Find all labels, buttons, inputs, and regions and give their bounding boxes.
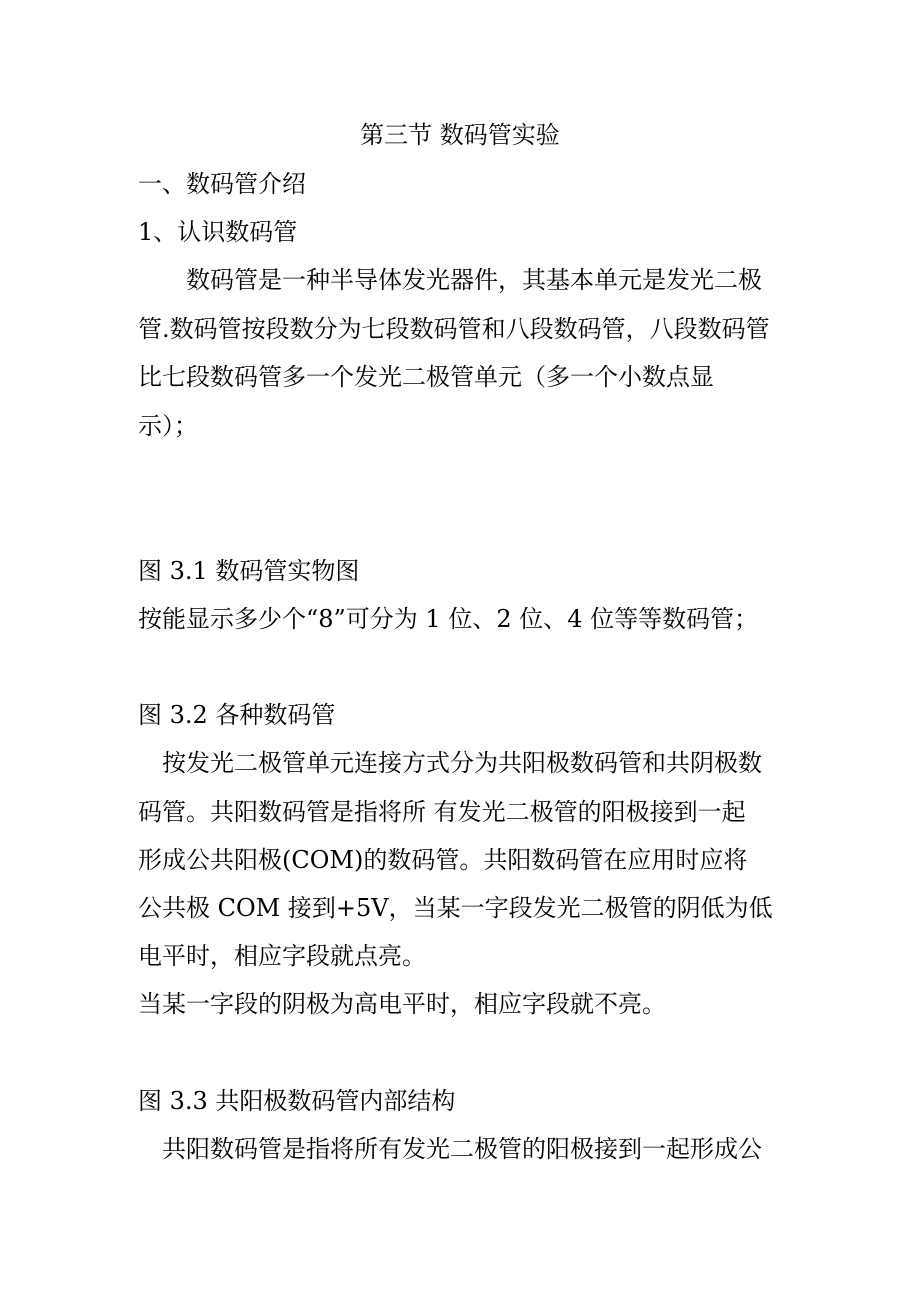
paragraph-line: 数码管是一种半导体发光器件，其基本单元是发光二极 bbox=[186, 266, 762, 294]
paragraph-line: 当某一字段的阴极为高电平时，相应字段就不亮。 bbox=[138, 990, 666, 1018]
figure-caption: 图 3.2 各种数码管 bbox=[138, 701, 336, 729]
paragraph-line: 电平时，相应字段就点亮。 bbox=[138, 942, 426, 970]
figure-caption: 图 3.1 数码管实物图 bbox=[138, 557, 360, 585]
paragraph-line: 按发光二极管单元连接方式分为共阳极数码管和共阴极数 bbox=[162, 749, 762, 777]
page-title: 第三节 数码管实验 bbox=[360, 121, 560, 149]
paragraph-line: 管.数码管按段数分为七段数码管和八段数码管，八段数码管 bbox=[138, 315, 770, 343]
subsection-heading: 1、认识数码管 bbox=[138, 218, 298, 246]
paragraph-line: 形成公共阳极(COM)的数码管。共阳数码管在应用时应将 bbox=[138, 846, 748, 874]
paragraph-line: 公共极 COM 接到+5V，当某一字段发光二极管的阴低为低 bbox=[138, 894, 773, 922]
paragraph-line: 共阳数码管是指将所有发光二极管的阳极接到一起形成公 bbox=[162, 1135, 762, 1163]
paragraph-line: 比七段数码管多一个发光二极管单元（多一个小数点显 bbox=[138, 363, 714, 391]
figure-caption: 图 3.3 共阳极数码管内部结构 bbox=[138, 1087, 456, 1115]
paragraph-line: 按能显示多少个“8”可分为 1 位、2 位、4 位等等数码管； bbox=[138, 605, 759, 633]
paragraph-line: 示）； bbox=[138, 412, 198, 440]
paragraph-line: 码管。共阳数码管是指将所 有发光二极管的阳极接到一起 bbox=[138, 798, 746, 826]
section-heading: 一、数码管介绍 bbox=[138, 170, 306, 198]
